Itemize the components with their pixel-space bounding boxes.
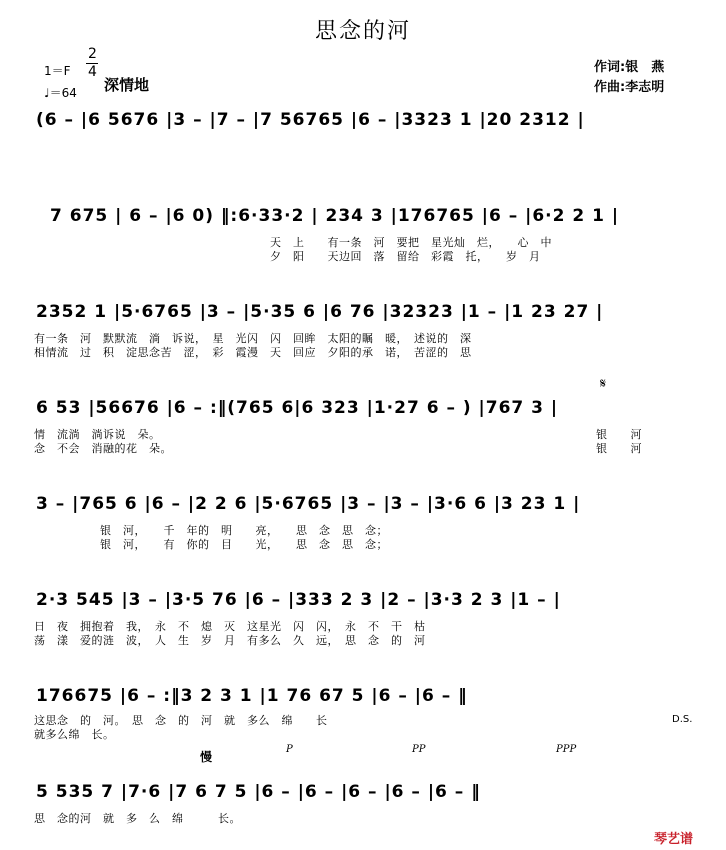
lyric-row-4-verse-2: 念 不会 消融的花 朵。	[34, 442, 172, 455]
slow-marking: 慢	[200, 750, 213, 764]
notes-row-5: 3 – |765 6 |6 – |2 2 6 |5·6765 |3 – |3 – |3·6 6 |3 23 1 |	[36, 494, 581, 514]
notes-row-2: 7 675 | 6 – |6 0) ‖:6·33·2 | 234 3 |176765 |6 – |6·2 2 1 |	[50, 206, 620, 226]
segno-sign: 𝄋	[600, 376, 607, 392]
lyric-row-7-verse-2: 就多么绵 长。	[34, 728, 115, 741]
lyric-row-4-verse-1: 情 流淌 淌诉说 朵。	[34, 428, 161, 441]
lyric-row-7-verse-1: 这思念 的 河。 思 念 的 河 就 多么 绵 长	[34, 714, 328, 727]
time-signature-bottom: 4	[88, 64, 97, 80]
score-row-1	[0, 108, 726, 148]
score-row-4	[0, 398, 726, 458]
lyric-row-8-verse-1: 思 念的河 就 多 么 绵 长。	[34, 812, 241, 825]
watermark-logo: 琴艺谱	[654, 832, 694, 847]
score-row-8	[0, 782, 726, 832]
notes-row-1: (6 – |6 5676 |3 – |7 – |7 56765 |6 – |3323 1 |20 2312 |	[36, 110, 585, 130]
score-title: 思念的河	[314, 19, 411, 44]
key-signature: 1＝F	[44, 64, 71, 78]
lyric-row-2-verse-2: 夕 阳 天边回 落 留给 彩霞 托， 岁 月	[270, 250, 541, 263]
lyric-row-3-verse-2: 相情流 过 积 淀思念苦 涩， 彩 霞漫 天 回应 夕阳的承 诺， 苦涩的 思	[34, 346, 472, 359]
lyricist-credit: 作词:银 燕	[594, 60, 665, 75]
score-row-6	[0, 590, 726, 650]
lyric-row-2-verse-1: 天 上 有一条 河 要把 星光灿 烂， 心 中	[270, 236, 552, 249]
score-row-5	[0, 494, 726, 554]
lyric-row-5-verse-2: 银 河， 有 你的 目 光， 思 念 思 念；	[100, 538, 388, 551]
dal-segno-mark: D.S.	[672, 714, 693, 725]
notes-row-6: 2·3 545 |3 – |3·5 76 |6 – |333 2 3 |2 – |3·3 2 3 |1 – |	[36, 590, 561, 610]
score-row-2	[0, 206, 726, 266]
lyric-row-3-verse-1: 有一条 河 默默流 淌 诉说， 星 光闪 闪 回眸 太阳的瞩 暖， 述说的 深	[34, 332, 472, 345]
score-row-3	[0, 302, 726, 362]
tempo-marking: ♩＝64	[44, 86, 77, 100]
notes-row-7: 176675 |6 – :‖3 2 3 1 |1 76 67 5 |6 – |6 – ‖	[36, 686, 468, 706]
time-signature-top: 2	[88, 46, 97, 62]
lyric-row-6-verse-2: 荡 漾 爱的涟 波， 人 生 岁 月 有多么 久 远， 思 念 的 河	[34, 634, 426, 647]
expression-mark: 深情地	[104, 76, 150, 94]
notes-row-3: 2352 1 |5·6765 |3 – |5·35 6 |6 76 |32323 |1 – |1 23 27 |	[36, 302, 604, 322]
dynamic-pp: PP	[412, 744, 426, 755]
notes-row-8: 5 535 7 |7·6 |7 6 7 5 |6 – |6 – |6 – |6 – |6 – ‖	[36, 782, 481, 802]
score-row-7	[0, 686, 726, 746]
lyric-row-5-verse-1: 银 河， 千 年的 明 亮， 思 念 思 念；	[100, 524, 388, 537]
lyric-row-6-verse-1: 日 夜 拥抱着 我， 永 不 熄 灭 这星光 闪 闪， 永 不 干 枯	[34, 620, 426, 633]
lyric-row-4-tail-1: 银 河	[596, 428, 642, 441]
dynamic-p: P	[286, 744, 293, 755]
composer-credit: 作曲:李志明	[594, 80, 665, 95]
notes-row-4: 6 53 |56676 |6 – :‖(765 6|6 323 |1·27 6 – ) |767 3 |	[36, 398, 559, 418]
lyric-row-4-tail-2: 银 河	[596, 442, 642, 455]
dynamic-ppp: PPP	[556, 744, 577, 755]
